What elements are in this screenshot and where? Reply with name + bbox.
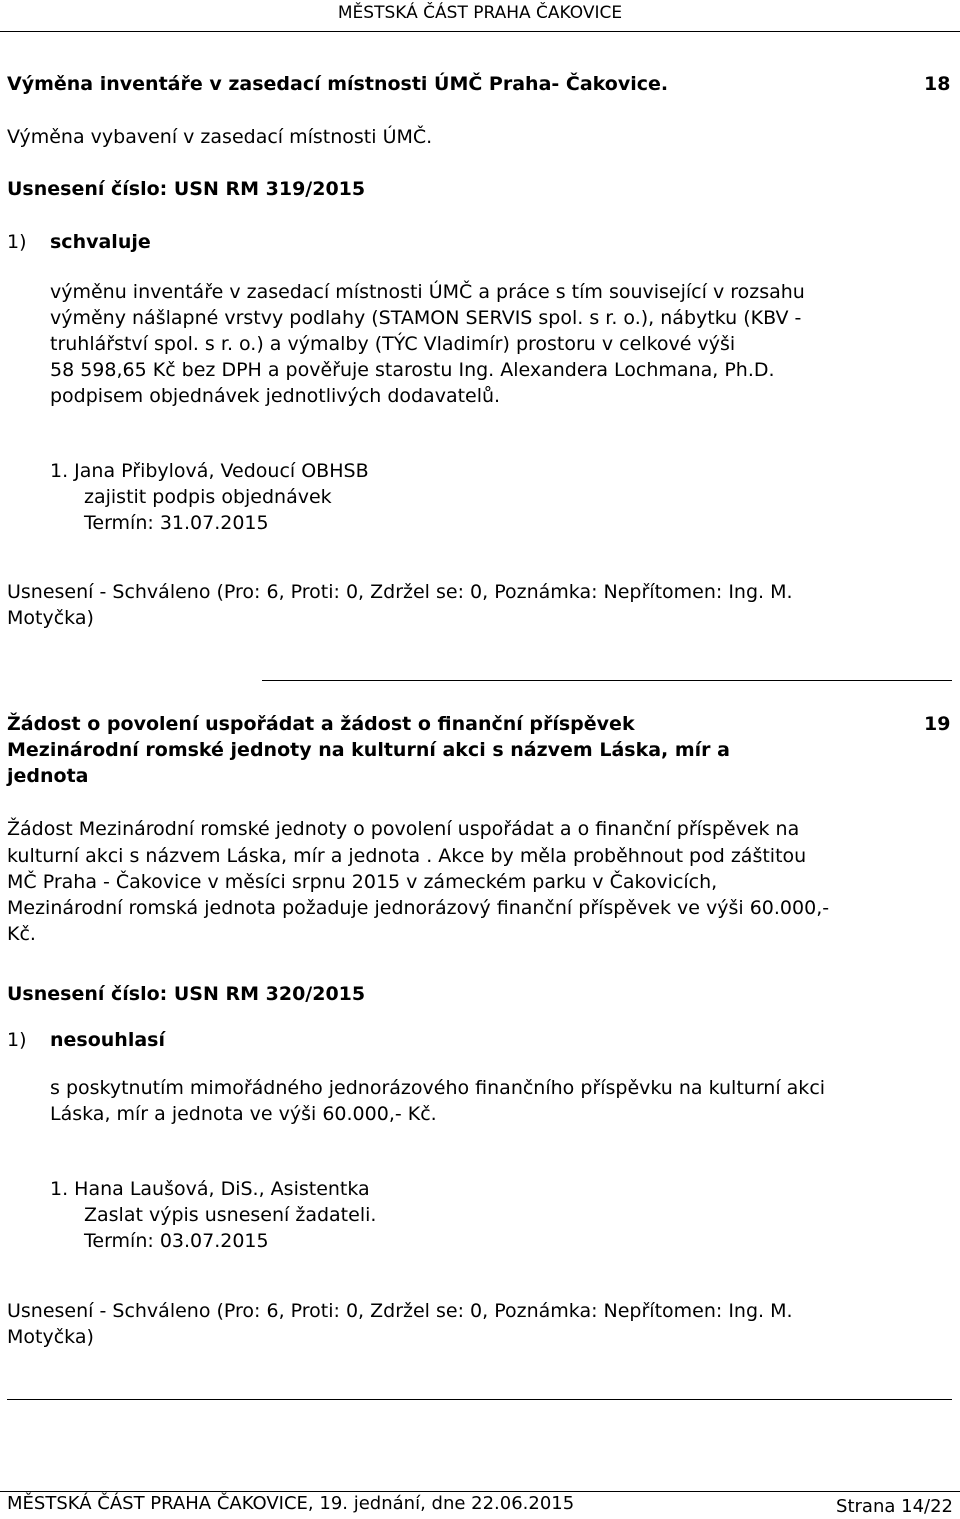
item-19-title-line-3: jednota (7, 765, 89, 787)
item-19-point-verb: nesouhlasí (50, 1029, 165, 1051)
item-18-task-deadline: Termín: 31.07.2015 (84, 512, 269, 534)
item-19-vote-result-cont: Motyčka) (7, 1326, 94, 1348)
item-19-point-number: 1) (7, 1029, 27, 1051)
footer-divider (0, 1491, 960, 1492)
item-19-task-deadline: Termín: 03.07.2015 (84, 1230, 269, 1252)
item-19-title-line-1: Žádost o povolení uspořádat a žádost o finanční příspěvek (7, 713, 635, 735)
item-19-point-line-2: Láska, mír a jednota ve výši 60.000,- Kč. (50, 1103, 437, 1125)
item-19-title-line-2: Mezinárodní romské jednoty na kulturní akci s názvem Láska, mír a (7, 739, 730, 761)
header-divider (0, 31, 960, 32)
item-19-body-line-1: Žádost Mezinárodní romské jednoty o povolení uspořádat a o finanční příspěvek na (7, 818, 800, 840)
footer-page-number: Strana 14/22 (836, 1496, 953, 1517)
item-19-body-line-4: Mezinárodní romská jednota požaduje jednorázový finanční příspěvek ve výši 60.000,- (7, 897, 830, 919)
item-18-task-action: zajistit podpis objednávek (84, 486, 332, 508)
item-18-vote-result-cont: Motyčka) (7, 607, 94, 629)
section-divider-bottom (7, 1399, 952, 1400)
item-18-body-line-1: výměnu inventáře v zasedací místnosti ÚMČ a práce s tím související v rozsahu (50, 281, 805, 303)
item-18-task-person: 1. Jana Přibylová, Vedoucí OBHSB (50, 460, 369, 482)
item-18-body-line-4: 58 598,65 Kč bez DPH a pověřuje starostu Ing. Alexandera Lochmana, Ph.D. (50, 359, 775, 381)
item-19-task-action: Zaslat výpis usnesení žadateli. (84, 1204, 377, 1226)
item-18-body-line-3: truhlářství spol. s r. o.) a výmalby (TÝC Vladimír) prostoru v celkové výši (50, 333, 736, 355)
item-19-task-person: 1. Hana Laušová, DiS., Asistentka (50, 1178, 370, 1200)
item-19-body-line-2: kulturní akci s názvem Láska, mír a jednota . Akce by měla proběhnout pod záštitou (7, 845, 807, 867)
item-18-description: Výměna vybavení v zasedací místnosti ÚMČ. (7, 126, 433, 148)
item-19-body-line-3: MČ Praha - Čakovice v měsíci srpnu 2015 v zámeckém parku v Čakovicích, (7, 871, 718, 893)
item-19-point-line-1: s poskytnutím mimořádného jednorázového finančního příspěvku na kulturní akci (50, 1077, 826, 1099)
page-header-title: MĚSTSKÁ ČÁST PRAHA ČAKOVICE (337, 3, 623, 23)
item-18-point-number: 1) (7, 231, 27, 253)
item-18-body-line-5: podpisem objednávek jednotlivých dodavatelů. (50, 385, 501, 407)
item-19-number: 19 (924, 713, 951, 735)
item-19-body-line-5: Kč. (7, 923, 36, 945)
item-18-vote-result: Usnesení - Schváleno (Pro: 6, Proti: 0, Zdržel se: 0, Poznámka: Nepřítomen: Ing. M. (7, 581, 793, 603)
item-18-point-verb: schvaluje (50, 231, 151, 253)
item-18-body-line-2: výměny nášlapné vrstvy podlahy (STAMON SERVIS spol. s r. o.), nábytku (KBV - (50, 307, 802, 329)
item-18-number: 18 (924, 73, 951, 95)
section-divider (262, 680, 952, 681)
footer-left-text: MĚSTSKÁ ČÁST PRAHA ČAKOVICE, 19. jednání, dne 22.06.2015 (7, 1493, 575, 1514)
item-19-resolution-number: Usnesení číslo: USN RM 320/2015 (7, 983, 366, 1005)
item-18-title: Výměna inventáře v zasedací místnosti ÚMČ Praha- Čakovice. (7, 73, 669, 95)
item-19-vote-result: Usnesení - Schváleno (Pro: 6, Proti: 0, Zdržel se: 0, Poznámka: Nepřítomen: Ing. M. (7, 1300, 793, 1322)
item-18-resolution-number: Usnesení číslo: USN RM 319/2015 (7, 178, 366, 200)
